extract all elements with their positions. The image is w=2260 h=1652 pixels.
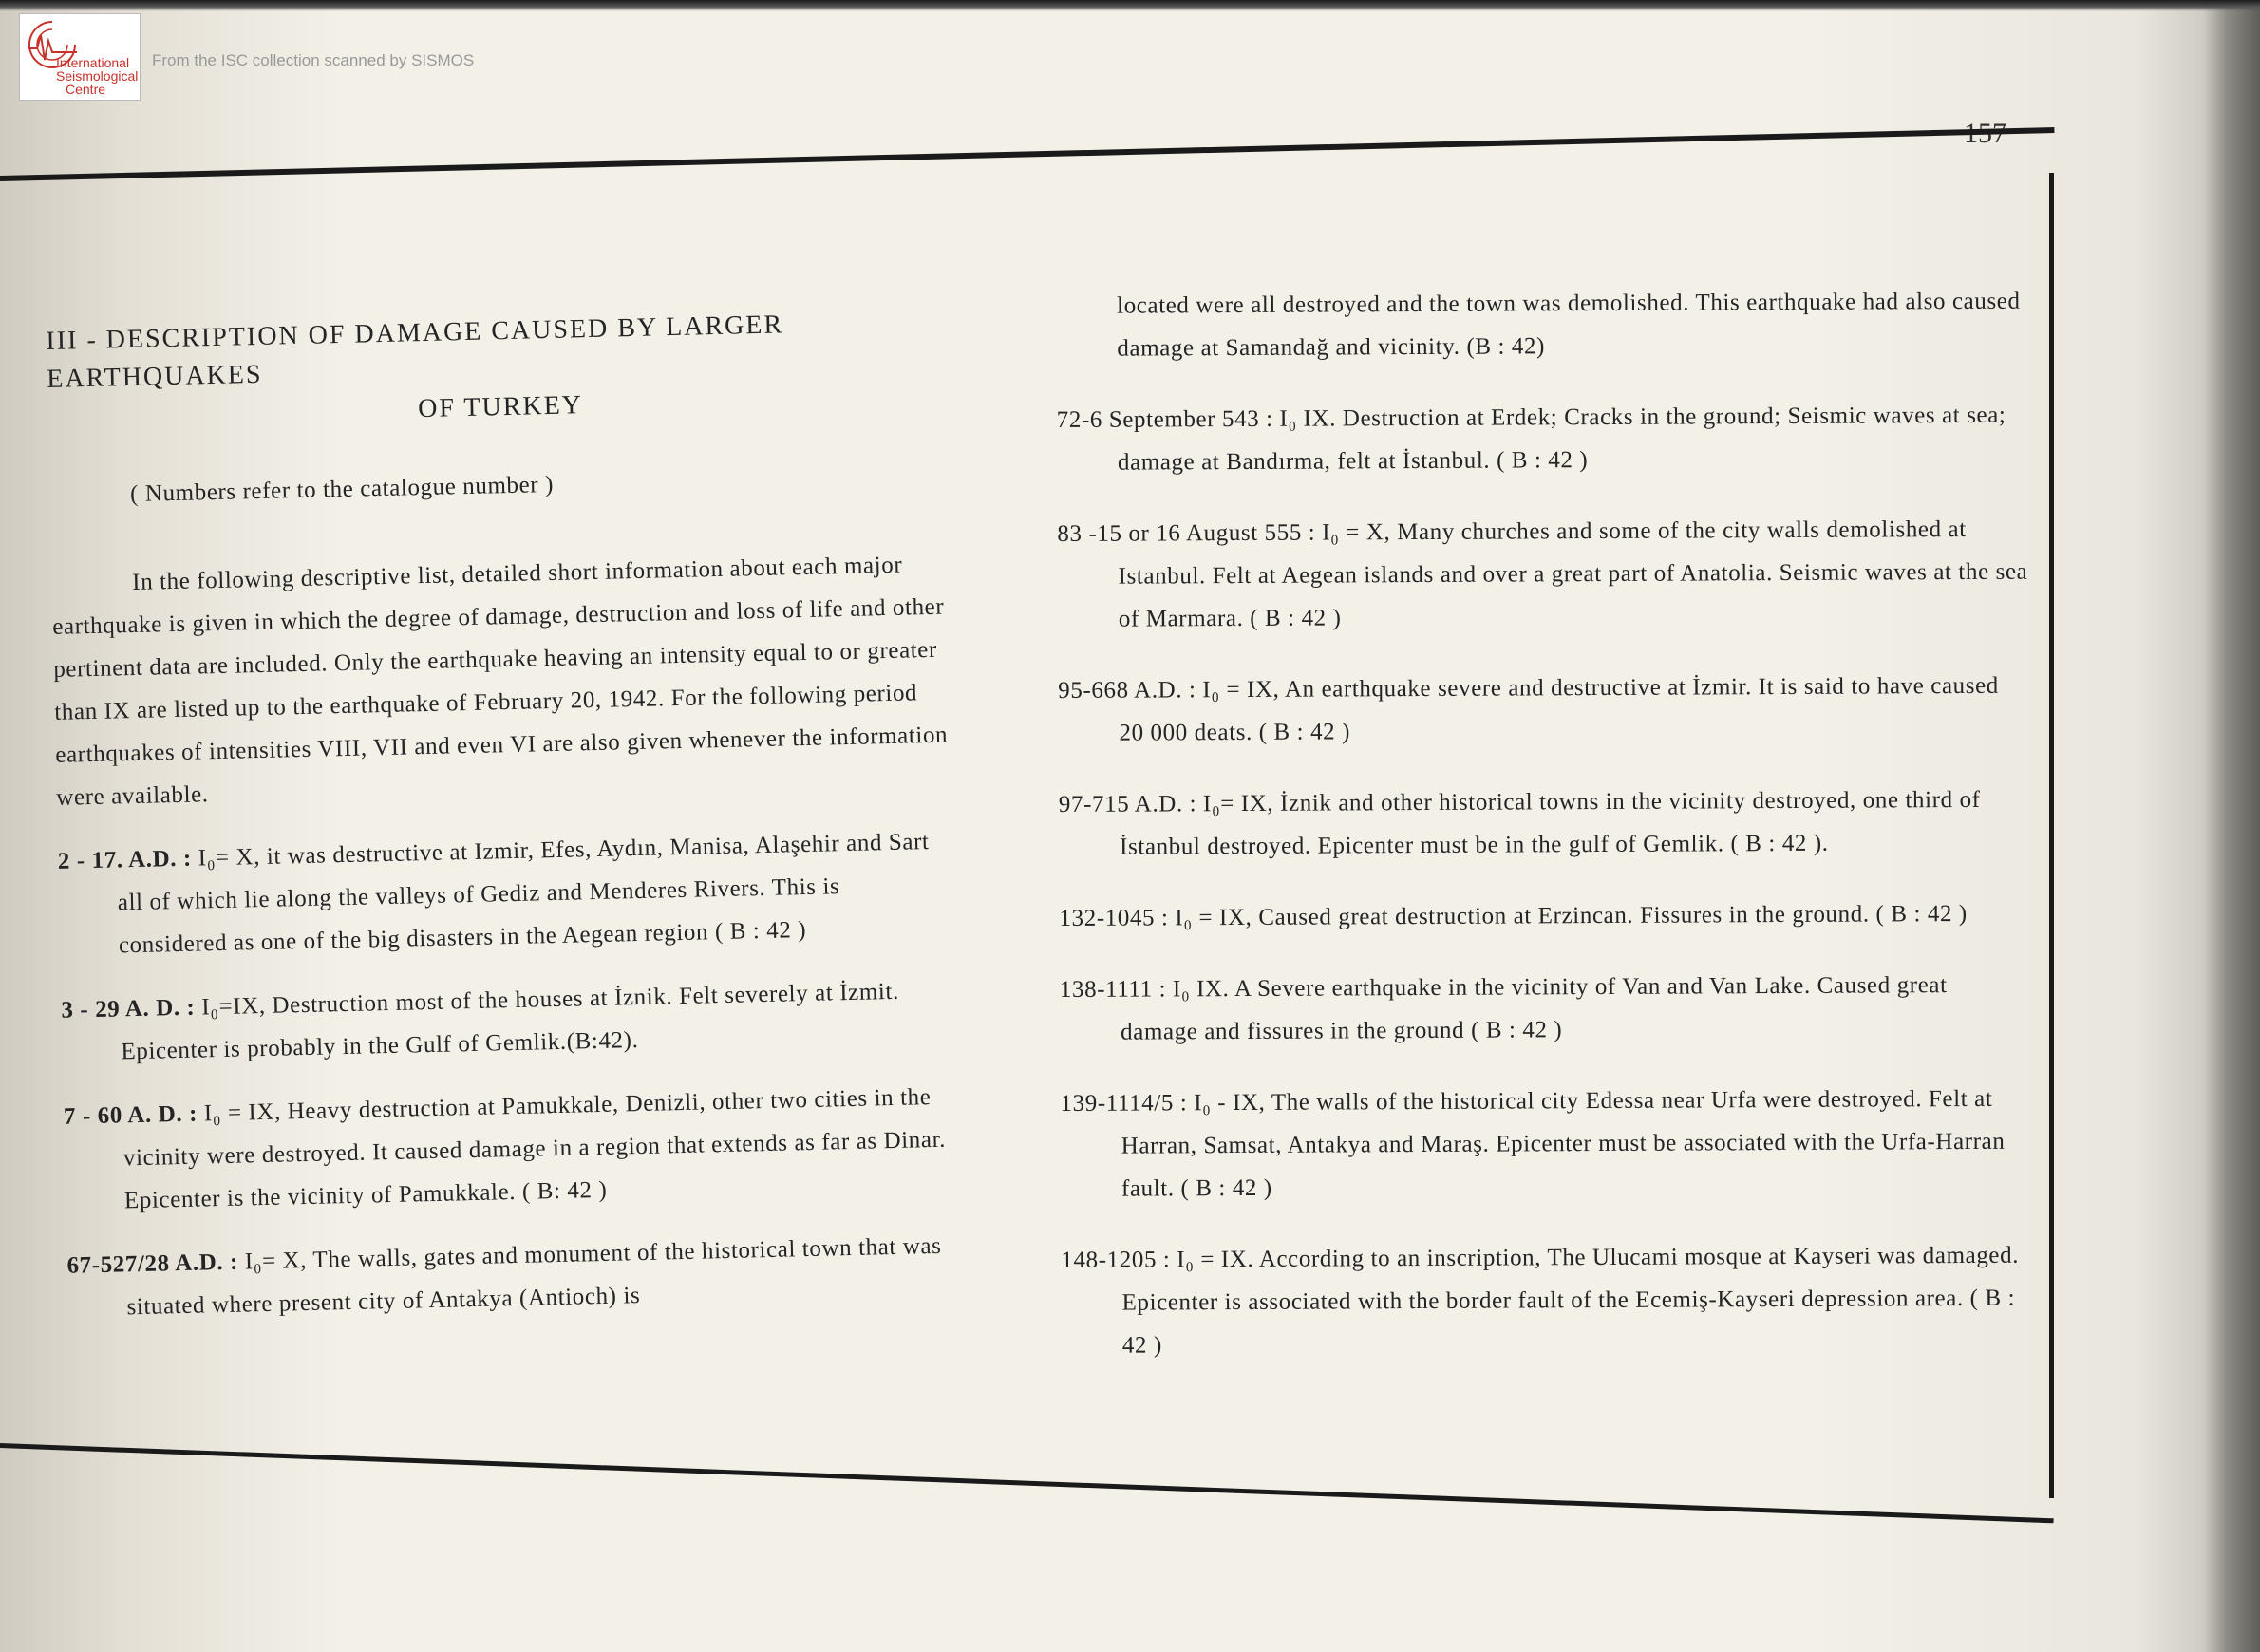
- entry-head: 2 - 17. A.D. :: [57, 845, 193, 874]
- frame-right-border: [2049, 173, 2054, 1498]
- entry-item: 72-6 September 543 : I₀ IX. Destruction at Erdek; Cracks in the ground; Seismic waves at sea; damage at Bandırma, felt at İstanbul. ( B : 42 ): [1056, 402, 2006, 476]
- entry-item: 148-1205 : I₀ = IX. According to an inscription, The Ulucami mosque at Kayseri was damaged. Epicenter is associated with the border fault of the Ecemiş-Kayseri depression area. ( B : 42 ): [1061, 1242, 2020, 1359]
- logo-line-centre: Centre: [66, 82, 106, 97]
- section-heading-line1: III - DESCRIPTION OF DAMAGE CAUSED BY LARGER EARTHQUAKES: [46, 310, 784, 394]
- entry-text: I₀= X, it was destructive at Izmir, Efes, Aydın, Manisa, Alaşehir and Sart all of which lie along the valleys of Gediz and Menderes Rivers. This is considered as one of the big disasters in the Aegean region ( B : 42 ): [117, 829, 930, 959]
- entry-item: 132-1045 : I₀ = IX, Caused great destruction at Erzincan. Fissures in the ground. ( B : 42 ): [1059, 900, 1968, 931]
- entry-item: 83 -15 or 16 August 555 : I₀ = X, Many churches and some of the city walls demolished at Istanbul. Felt at Aegean islands and over a great part of Anatolia. Seismic waves at the sea of Marmara. ( B : 42 ): [1057, 516, 2028, 632]
- entry-head: 7 - 60 A. D. :: [63, 1100, 198, 1130]
- entry-head: 3 - 29 A. D. :: [61, 994, 196, 1023]
- entry-continuation: located were all destroyed and the town was demolished. This earthquake had also caused damage at Samandağ and vicinity. (B : 42): [1117, 288, 2021, 362]
- right-column: [1056, 280, 2032, 1367]
- entry-item: 95-668 A.D. : I₀ = IX, An earthquake severe and destructive at İzmir. It is said to have caused 20 000 deats. ( B : 42 ): [1058, 672, 1999, 746]
- scan-top-edge: [0, 0, 2260, 11]
- entry-head: 67-527/28 A.D. :: [66, 1248, 239, 1279]
- entry-item: [57, 820, 952, 968]
- entry-text: I₀=IX, Destruction most of the houses at İznik. Felt severely at İzmit. Epicenter is probably in the Gulf of Gemlik.(B:42).: [121, 978, 900, 1065]
- entry-text: I₀= X, The walls, gates and monument of the historical town that was situated where present city of Antakya (Antioch) is: [126, 1232, 942, 1321]
- catalogue-note: ( Numbers refer to the catalogue number ): [129, 471, 555, 508]
- scan-source-note: From the ISC collection scanned by SISMOS: [152, 51, 475, 69]
- section-heading-line2: OF TURKEY: [417, 390, 584, 424]
- entry-item: 139-1114/5 : I₀ - IX, The walls of the historical city Edessa near Urfa were destroyed. Felt at Harran, Samsat, Antakya and Maraş. Epicenter must be associated with the Urfa-Harran fault. ( B : 42 ): [1060, 1085, 2006, 1202]
- left-column: [46, 303, 961, 1330]
- logo-line-seismological: Seismological: [56, 68, 139, 84]
- entry-item: [61, 968, 955, 1074]
- section-heading: [46, 303, 940, 437]
- entry-text: I₀ = IX, Heavy destruction at Pamukkale, Denizli, other two cities in the vicinity were destroyed. It caused damage in a region that extends as far as Dinar. Epicenter is the vicinity of Pamukkale. ( B: 42 ): [122, 1084, 947, 1214]
- isc-logo: [19, 13, 141, 101]
- entry-item: [63, 1075, 958, 1223]
- entry-item: 138-1111 : I₀ IX. A Severe earthquake in the vicinity of Van and Van Lake. Caused great damage and fissures in the ground ( B : 42 ): [1059, 972, 1948, 1045]
- logo-line-international: International: [56, 55, 130, 70]
- intro-paragraph: In the following descriptive list, detailed short information about each major earthquake is given in which the degree of damage, destruction and loss of life and other pertinent data are included. Only the earthquake heaving an intensity equal to or greater than IX are listed up to the earthquake of February 20, 1942. For the following period earthquakes of intensities VIII, VII and even VI are also given whenever the information were available.: [51, 552, 949, 811]
- entry-item: 97-715 A.D. : I₀= IX, İznik and other historical towns in the vicinity destroyed, one third of İstanbul destroyed. Epicenter must be in the gulf of Gemlik. ( B : 42 ).: [1058, 786, 1981, 860]
